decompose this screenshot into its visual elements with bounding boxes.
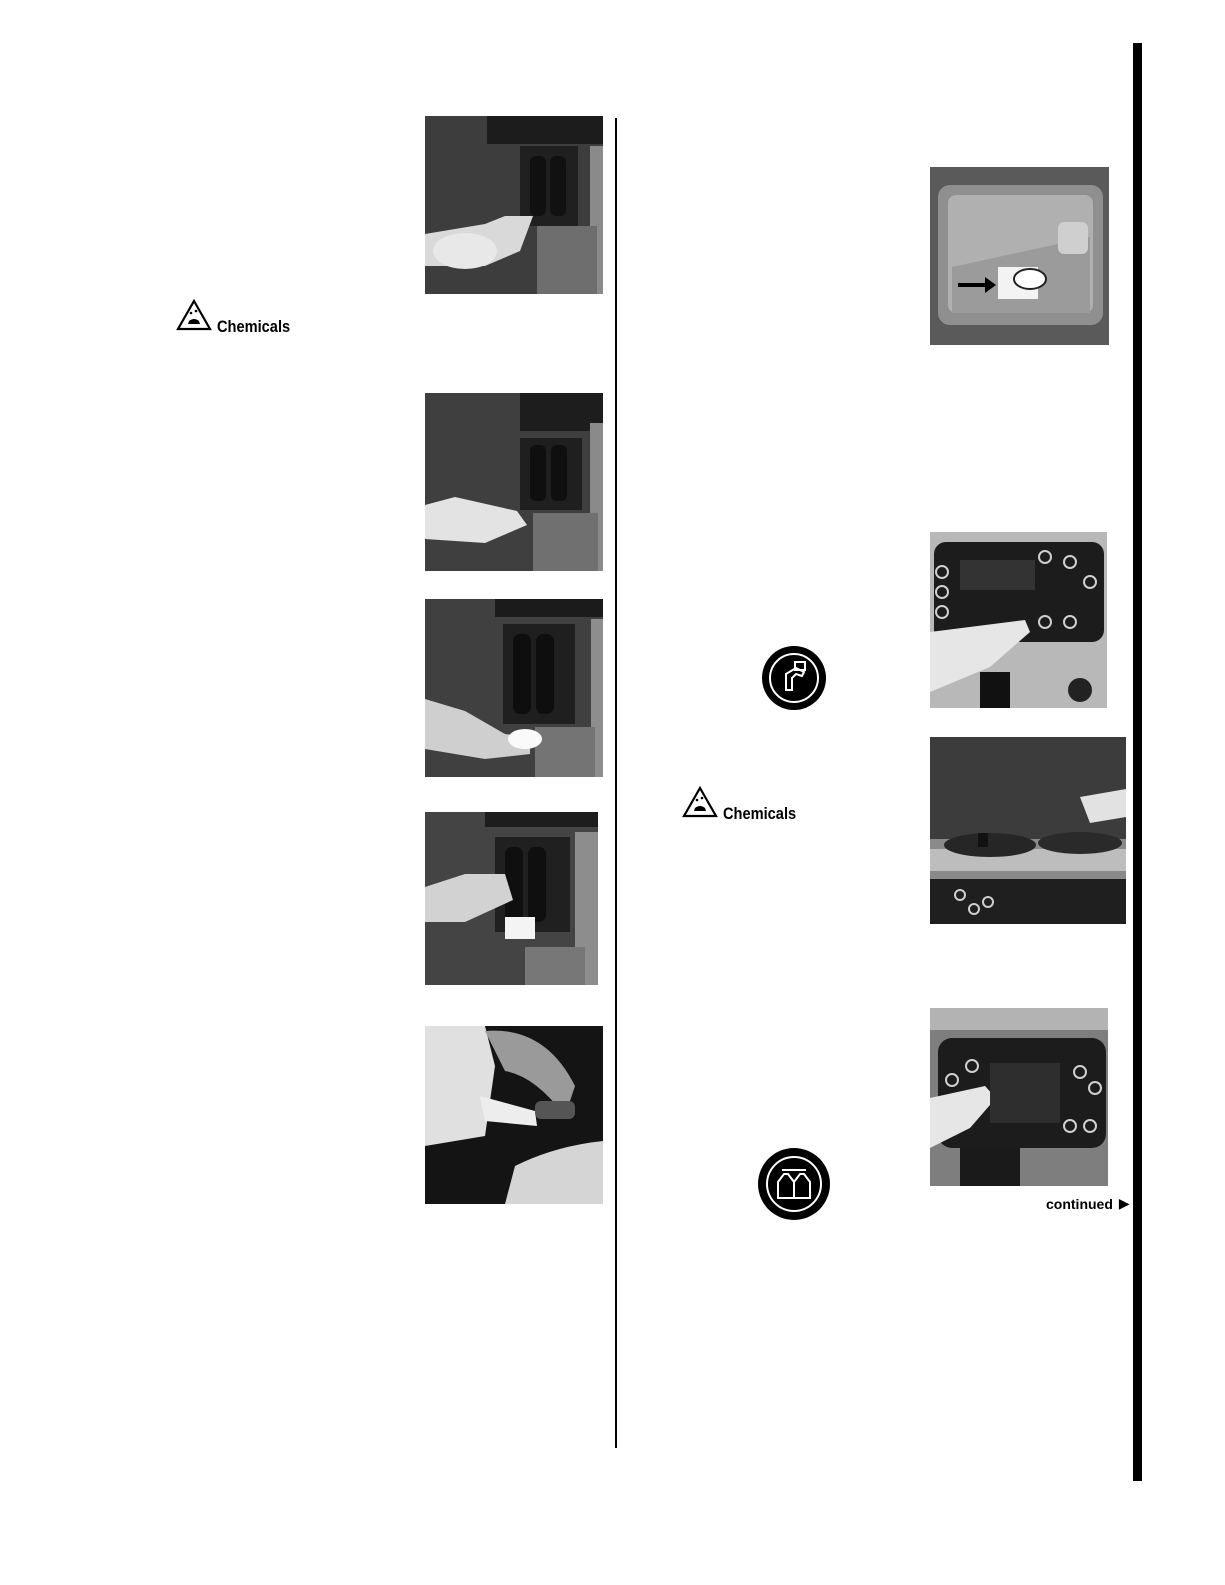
photo-bottle-spray-dispenser-art — [425, 116, 603, 294]
page-edge-bar — [1133, 43, 1142, 1481]
chemical-hazard-triangle-icon — [682, 786, 718, 823]
continued-label: continued — [1046, 1195, 1113, 1212]
play-arrow-icon: ▶ — [1118, 1195, 1130, 1211]
photo-control-panel-press-art — [930, 532, 1107, 708]
photo-mix-hopper-cap-art — [930, 167, 1109, 345]
continued-indicator — [1046, 1195, 1130, 1212]
photo-hopper-lid-hand-art — [930, 737, 1126, 924]
photo-control-panel-touch — [930, 1008, 1108, 1186]
photo-bottle-spray-dispenser — [425, 116, 603, 294]
photo-hand-holding-cap — [425, 599, 603, 777]
photo-hand-holding-cap-art — [425, 599, 603, 777]
photo-control-panel-press — [930, 532, 1107, 708]
sanitizer-bottles-icon — [758, 1148, 830, 1220]
chemicals-warning-1 — [176, 299, 302, 336]
chemical-hazard-triangle-icon — [176, 299, 212, 336]
photo-bottle-tube-closeup-art — [425, 1026, 603, 1204]
chemicals-warning-2 — [682, 786, 808, 823]
photo-installing-cap-art — [425, 812, 598, 985]
chemicals-label: Chemicals — [217, 317, 291, 336]
chemicals-label: Chemicals — [723, 804, 797, 823]
photo-bottle-spray-bottom — [425, 393, 603, 571]
brush-safety-icon — [762, 646, 826, 710]
photo-bottle-tube-closeup — [425, 1026, 603, 1204]
column-divider — [615, 118, 617, 1448]
photo-bottle-spray-bottom-art — [425, 393, 603, 571]
photo-hopper-lid-hand — [930, 737, 1126, 924]
photo-mix-hopper-cap — [930, 167, 1109, 345]
photo-installing-cap — [425, 812, 598, 985]
photo-control-panel-touch-art — [930, 1008, 1108, 1186]
